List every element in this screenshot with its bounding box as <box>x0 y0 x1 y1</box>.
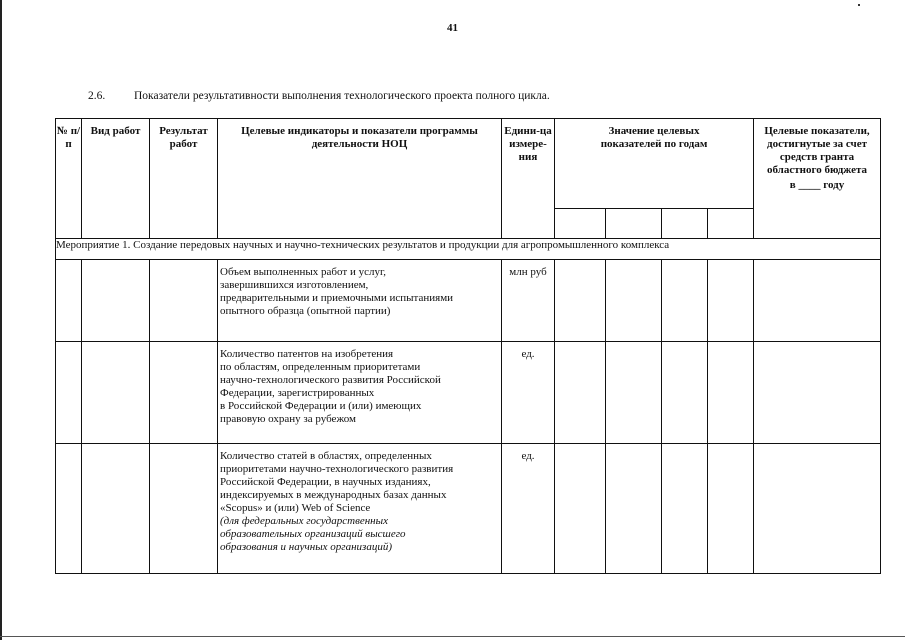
cell-value-year-2 <box>606 342 662 444</box>
page-left-border <box>0 0 2 640</box>
cell-value-year-3 <box>662 444 708 574</box>
indicator-line: научно-технологического развития Российской <box>220 374 441 386</box>
indicator-line: Количество статей в областях, определенных <box>220 450 432 462</box>
header-indicators: Целевые индикаторы и показатели программы деятельности НОЦ <box>218 119 502 239</box>
indicator-note-line: (для федеральных государственных <box>220 515 388 527</box>
section-number: 2.6. <box>88 90 106 102</box>
year-cell-2 <box>606 209 662 239</box>
event-row: Мероприятие 1. Создание передовых научных и научно-технических результатов и продукции для агропромышленного комплекса <box>56 239 881 260</box>
cell-num <box>56 342 82 444</box>
indicator-note-line: образования и научных организаций) <box>220 541 392 553</box>
indicators-table <box>55 118 881 574</box>
cell-work-type <box>82 444 150 574</box>
table-row <box>56 444 881 574</box>
cell-indicator <box>218 342 502 444</box>
table-row <box>56 342 881 444</box>
cell-unit: ед. <box>502 444 555 574</box>
cell-value-year-2 <box>606 260 662 342</box>
header-num: № п/п <box>56 119 82 239</box>
header-work-type: Вид работ <box>82 119 150 239</box>
cell-value-year-1 <box>555 342 606 444</box>
cell-value-year-4 <box>708 342 754 444</box>
header-unit: Едини-ца измере-ния <box>502 119 555 239</box>
indicator-line: по областям, определенным приоритетами <box>220 361 421 373</box>
indicator-line: предварительными и приемочными испытаниями <box>220 292 454 304</box>
header-target-year: в ____ году <box>789 179 845 191</box>
cell-work-result <box>150 444 218 574</box>
cell-value-year-4 <box>708 260 754 342</box>
year-cell-1 <box>555 209 606 239</box>
indicator-line: Российской Федерации, в научных изданиях, <box>220 476 431 488</box>
section-caption <box>88 90 550 102</box>
year-cell-3 <box>662 209 708 239</box>
cell-work-result <box>150 260 218 342</box>
indicator-line: Количество патентов на изобретения <box>220 348 394 360</box>
cell-work-result <box>150 342 218 444</box>
cell-target <box>754 260 881 342</box>
indicator-note-line: образовательных организаций высшего <box>220 528 406 540</box>
indicator-line: Федерации, зарегистрированных <box>220 387 375 399</box>
cell-indicator <box>218 260 502 342</box>
cell-value-year-1 <box>555 260 606 342</box>
indicator-line: в Российской Федерации и (или) имеющих <box>220 400 422 412</box>
cell-num <box>56 444 82 574</box>
indicator-line: «Scopus» и (или) Web of Science <box>220 502 371 514</box>
indicator-line: индексируемых в международных базах данных <box>220 489 447 501</box>
cell-unit: млн руб <box>502 260 555 342</box>
indicator-line: правовую охрану за рубежом <box>220 413 357 425</box>
cell-work-type <box>82 260 150 342</box>
header-target-text: Целевые показатели, достигнутые за счет средств гранта областного бюджета <box>764 125 870 176</box>
cell-num <box>56 260 82 342</box>
table-row <box>56 260 881 342</box>
indicator-line: Объем выполненных работ и услуг, <box>220 266 386 278</box>
scan-speck <box>858 4 860 6</box>
header-values <box>555 119 754 209</box>
cell-value-year-2 <box>606 444 662 574</box>
cell-value-year-3 <box>662 260 708 342</box>
section-title: Показатели результативности выполнения технологического проекта полного цикла. <box>134 90 550 102</box>
cell-target <box>754 444 881 574</box>
indicator-line: завершившихся изготовлением, <box>220 279 369 291</box>
cell-work-type <box>82 342 150 444</box>
cell-indicator <box>218 444 502 574</box>
cell-unit: ед. <box>502 342 555 444</box>
cell-target <box>754 342 881 444</box>
year-cell-4 <box>708 209 754 239</box>
page-number: 41 <box>447 22 458 34</box>
indicator-line: приоритетами научно-технологического развития <box>220 463 454 475</box>
indicator-line: опытного образца (опытной партии) <box>220 305 391 317</box>
cell-value-year-1 <box>555 444 606 574</box>
cell-value-year-4 <box>708 444 754 574</box>
cell-value-year-3 <box>662 342 708 444</box>
page-bottom-border <box>0 636 905 637</box>
header-values-text: Значение целевых показателей по годам <box>600 125 708 150</box>
header-work-result: Результат работ <box>150 119 218 239</box>
header-target <box>754 119 881 239</box>
